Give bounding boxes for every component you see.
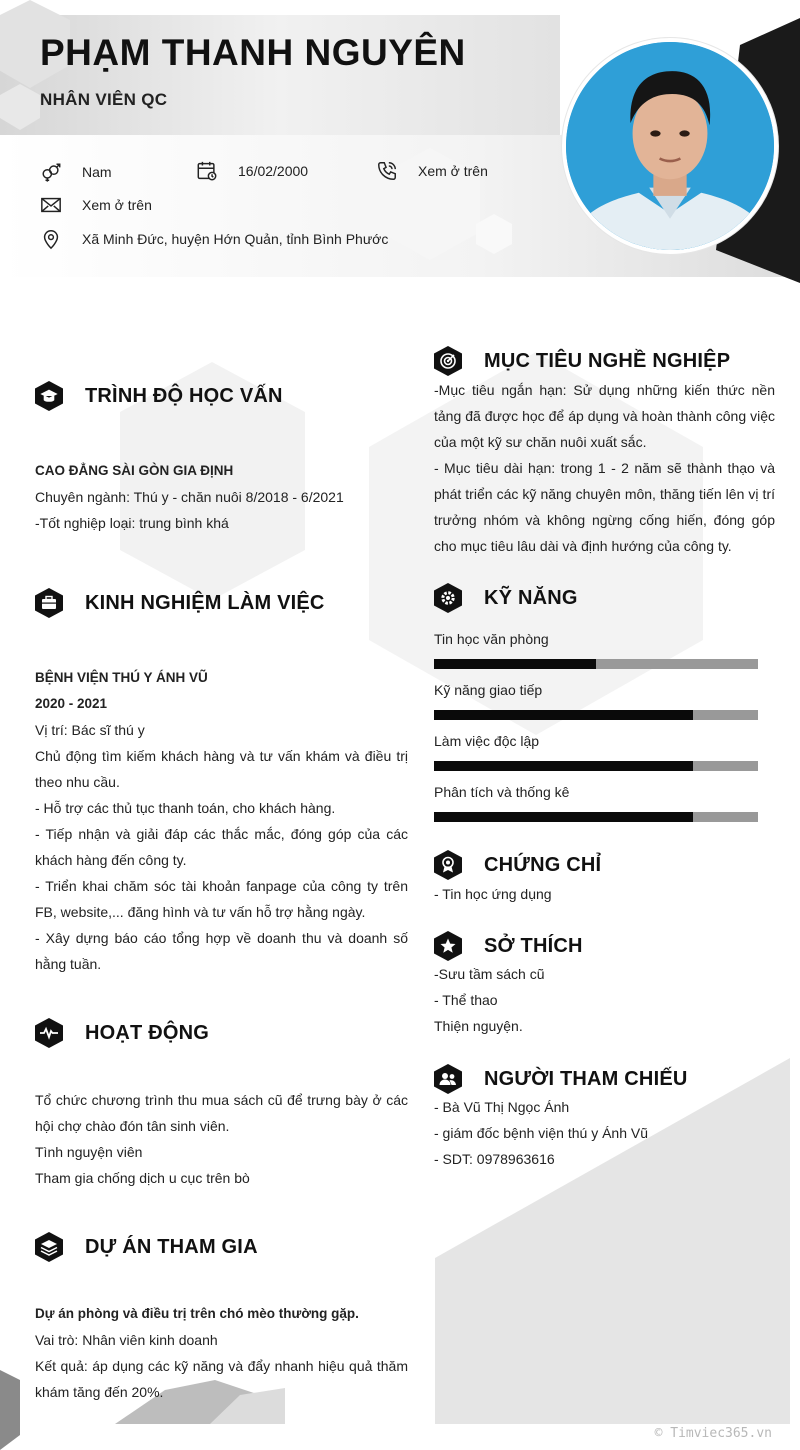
gender-icon [40,161,62,183]
skill-bar [434,710,758,720]
section-title: CHỨNG CHỈ [484,853,602,876]
phone-icon [376,160,398,182]
objective-short: -Mục tiêu ngắn hạn: Sử dụng những kiến thức nền tảng đã được học để áp dụng và hoàn thành công việc của một kỹ sư chăn nuôi xuất sắc. [434,382,775,450]
section-title: NGƯỜI THAM CHIẾU [484,1067,688,1090]
candidate-name: PHẠM THANH NGUYÊN [40,32,466,73]
hobbies-heading [434,931,583,961]
objective-heading [434,346,730,376]
objective-content [434,377,775,559]
projects-heading [35,1232,258,1262]
gender-info [40,161,112,183]
target-icon [434,346,462,376]
briefcase-icon [35,588,63,618]
reference-item: - giám đốc bệnh viện thú y Ánh Vũ [434,1125,649,1141]
skill-bar-fill [434,812,693,822]
skill-bar-fill [434,710,693,720]
birthdate-info [196,160,308,182]
calendar-icon [196,160,218,182]
email-text: Xem ở trên [82,197,152,213]
skill-label: Kỹ năng giao tiếp [434,682,543,698]
watermark: © Timviec365.vn [654,1426,772,1441]
education-content [35,458,410,536]
award-icon [434,850,462,880]
project-result: Kết quả: áp dụng các kỹ năng và đẩy nhanh hiệu quả thăm khám tăng đến 20%. [35,1358,408,1400]
avatar [562,38,778,254]
birthdate-text: 16/02/2000 [238,163,309,179]
skill-bar [434,812,758,822]
references-heading [434,1064,688,1094]
section-title: HOẠT ĐỘNG [85,1021,210,1044]
experience-detail: - Xây dựng báo cáo tổng hợp về doanh thu và doanh số hằng tuần. [35,930,408,972]
phone-info [376,160,488,182]
envelope-icon [40,194,62,216]
company-name: BỆNH VIỆN THÚ Y ÁNH VŨ [35,670,208,685]
job-title: NHÂN VIÊN QC [40,90,168,109]
project-role: Vai trò: Nhân viên kinh doanh [35,1332,218,1348]
activity-item: Tổ chức chương trình thu mua sách cũ để trưng bày ở các hội chợ chào đón tân sinh viên. [35,1092,408,1134]
activity-item: Tình nguyện viên [35,1144,143,1160]
reference-item: - Bà Vũ Thị Ngọc Ánh [434,1099,570,1115]
gender-text: Nam [82,164,112,180]
email-info [40,194,152,216]
education-heading [35,381,283,411]
skill-label: Làm việc độc lập [434,733,540,749]
education-major: Chuyên ngành: Thú y - chăn nuôi 8/2018 - 6/2021 [35,489,344,505]
skills-heading [434,583,578,613]
activity-item: Tham gia chống dịch u cục trên bò [35,1170,250,1186]
skill-item [434,678,758,720]
pulse-icon [35,1018,63,1048]
skill-bar [434,761,758,771]
skill-bar-fill [434,761,693,771]
skill-bar-fill [434,659,596,669]
activities-heading [35,1018,209,1048]
address-info [40,228,388,250]
school-name: CAO ĐẲNG SÀI GÒN GIA ĐỊNH [35,463,234,478]
project-name: Dự án phòng và điều trị trên chó mèo thường gặp. [35,1306,359,1321]
experience-content [35,665,408,977]
hobby-item: - Thể thao [434,992,498,1008]
experience-detail: Chủ động tìm kiếm khách hàng và tư vấn khám và điều trị theo nhu cầu. [35,748,408,790]
experience-heading [35,588,325,618]
skill-item [434,780,758,822]
phone-text: Xem ở trên [418,163,488,179]
skill-item [434,627,758,669]
skill-item [434,729,758,771]
address-text: Xã Minh Đức, huyện Hớn Quản, tỉnh Bình Phước [82,231,389,247]
hobby-item: -Sưu tầm sách cũ [434,966,545,982]
hobby-item: Thiện nguyện. [434,1018,523,1034]
experience-detail: - Tiếp nhận và giải đáp các thắc mắc, đóng góp của các khách hàng đến công ty. [35,826,408,868]
section-title: MỤC TIÊU NGHỀ NGHIỆP [484,349,731,372]
certificates-content [434,881,775,907]
reference-item: - SDT: 0978963616 [434,1151,555,1167]
users-icon [434,1064,462,1094]
skill-label: Phân tích và thống kê [434,784,570,800]
projects-content [35,1301,408,1405]
skill-bar [434,659,758,669]
education-grade: -Tốt nghiệp loại: trung bình khá [35,515,229,531]
star-icon [434,931,462,961]
section-title: KỸ NĂNG [484,586,578,609]
hobbies-content [434,961,775,1039]
section-title: SỞ THÍCH [484,934,583,957]
experience-detail: - Hỗ trợ các thủ tục thanh toán, cho khách hàng. [35,800,336,816]
map-pin-icon [40,228,62,250]
objective-long: - Mục tiêu dài hạn: trong 1 - 2 năm sẽ thành thạo và phát triển các kỹ năng chuyên môn, thăng tiến lên vị trí trưởng nhóm và không ngừng cống hiến, đóng góp cho mục tiêu lâu dài và định hướng của công ty. [434,460,775,554]
experience-position: Vị trí: Bác sĩ thú y [35,722,145,738]
gear-icon [434,583,462,613]
skill-label: Tin học văn phòng [434,631,549,647]
section-title: DỰ ÁN THAM GIA [85,1235,258,1258]
references-content [434,1094,775,1172]
section-title: TRÌNH ĐỘ HỌC VẤN [85,384,283,407]
certificates-heading [434,850,601,880]
graduation-cap-icon [35,381,63,411]
activities-content [35,1087,408,1191]
layers-icon [35,1232,63,1262]
certificate-item: - Tin học ứng dụng [434,886,552,902]
section-title: KINH NGHIỆM LÀM VIỆC [85,591,325,614]
experience-period: 2020 - 2021 [35,696,108,711]
experience-detail: - Triển khai chăm sóc tài khoản fanpage của công ty trên FB, website,... đăng hình và tư vấn hỗ trợ hằng ngày. [35,878,408,920]
